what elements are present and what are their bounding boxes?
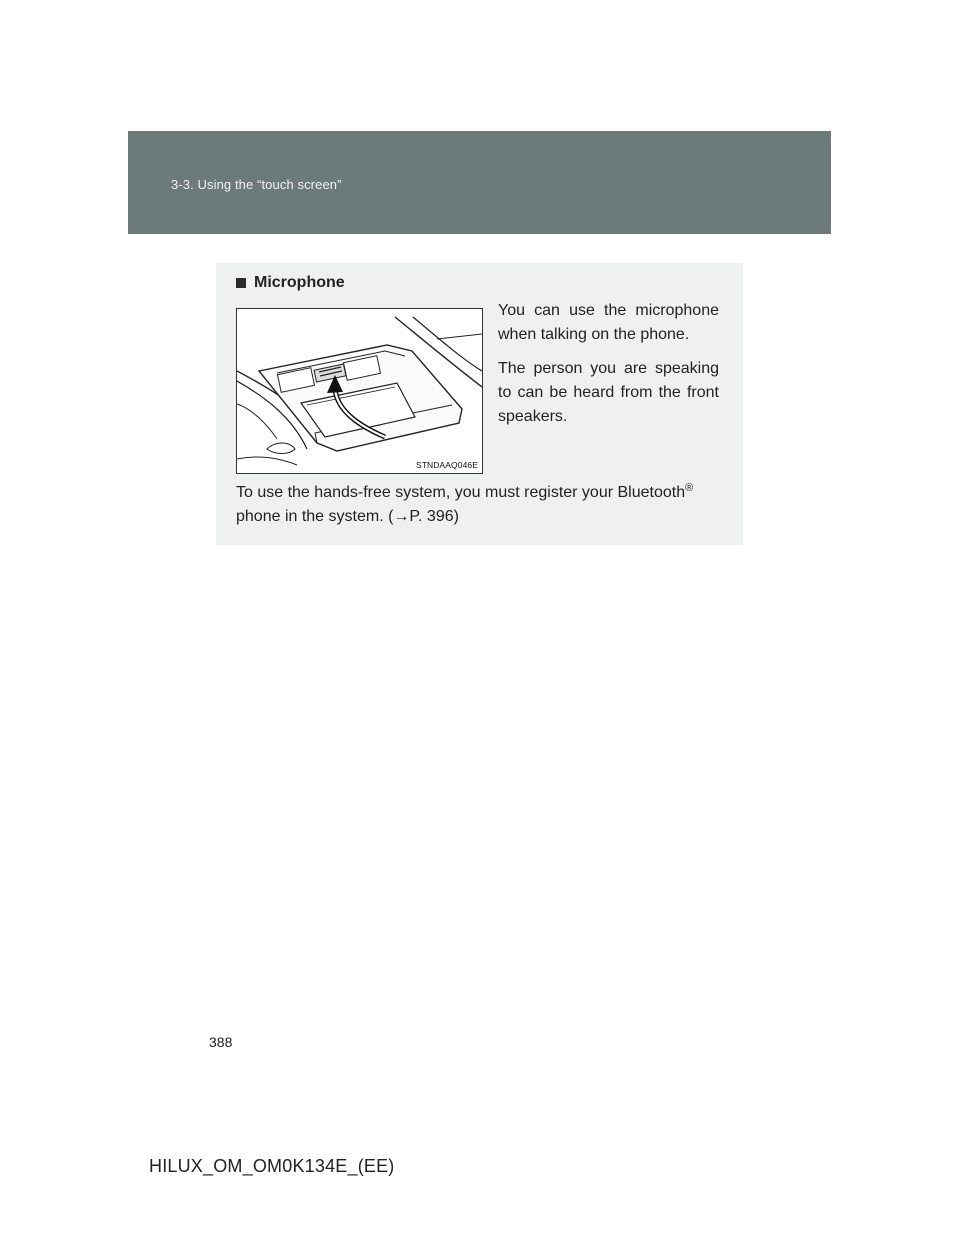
- overhead-console-drawing: [237, 309, 482, 473]
- note-text-line2: phone in the system. (: [236, 508, 394, 525]
- note-text: To use the hands-free system, you must register your Bluetooth: [236, 484, 686, 501]
- paragraph-microphone-use: You can use the microphone when talking on the phone.: [498, 302, 719, 343]
- figure-code: STNDAAQ046E: [415, 460, 478, 470]
- chapter-header-band: [128, 131, 831, 234]
- section-title-text: Microphone: [254, 274, 345, 291]
- description-text: [498, 299, 719, 439]
- page-reference-link[interactable]: P. 396): [409, 508, 459, 525]
- microphone-location-illustration: [236, 308, 483, 474]
- registration-note: [236, 481, 720, 529]
- microphone-info-panel: [216, 263, 743, 545]
- document-id: HILUX_OM_OM0K134E_(EE): [149, 1156, 395, 1176]
- page-number: 388: [209, 1034, 233, 1050]
- section-title: [236, 274, 345, 292]
- square-bullet-icon: [236, 278, 246, 288]
- arrow-right-icon: →: [393, 508, 410, 525]
- breadcrumb: 3-3. Using the “touch screen”: [171, 177, 342, 192]
- registered-mark: ®: [685, 482, 694, 494]
- paragraph-speakers: The person you are speaking to can be heard from the front speakers.: [498, 360, 719, 425]
